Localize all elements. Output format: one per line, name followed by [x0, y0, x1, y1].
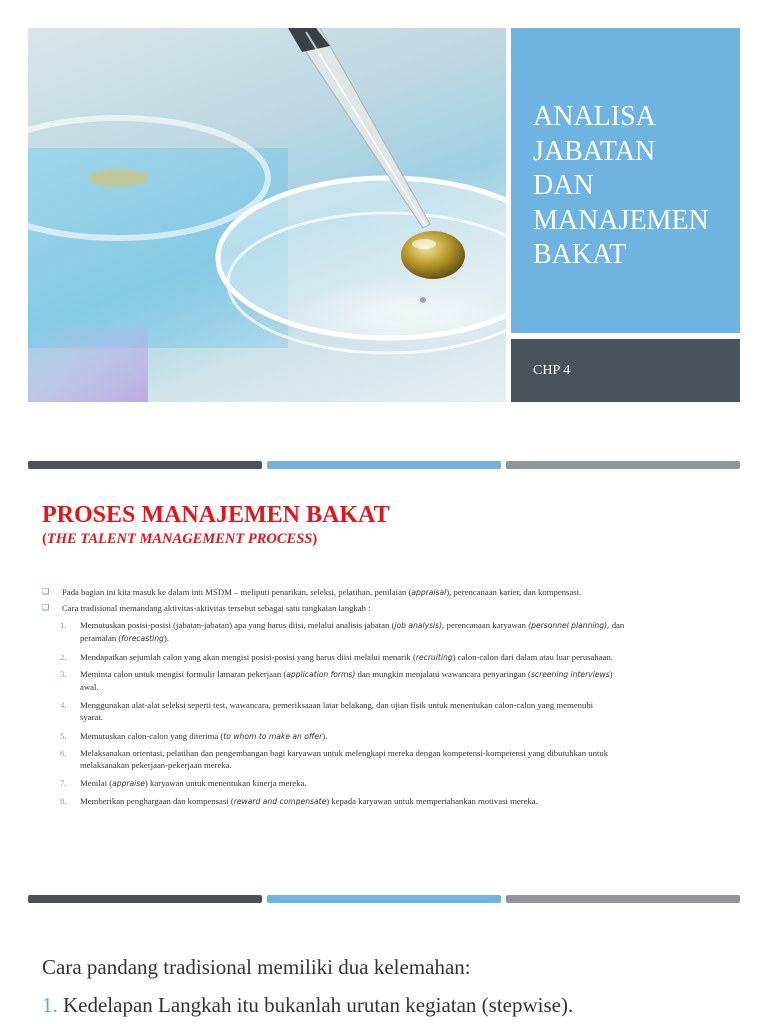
checkbox-bullet-icon: ❑ — [42, 603, 50, 612]
bullet-text: Pada bagian ini kita masuk ke dalam inti MSDM – meliputi penarikan, seleksi, pelatihan, penilaian (appraisal), perencanaan karier, dan kompensasi. — [62, 587, 582, 597]
chapter-panel — [511, 339, 740, 402]
step-text: Memutuskan calon-calon yang diterima (to whom to make an offer). — [80, 731, 328, 741]
slide3-intro: Cara pandang tradisional memiliki dua kelemahan: — [42, 955, 471, 979]
list-item-text: Kedelapan Langkah itu bukanlah urutan kegiatan (stepwise). — [57, 993, 574, 1017]
checkbox-bullet-icon: ❑ — [42, 587, 50, 596]
slide-separator — [28, 895, 740, 903]
step-text: Melaksanakan orientasi, pelatihan dan pengembangan bagi karyawan untuk melengkapi mereka dengan kompetensi-kompetensi yang dibutuhkan untuk melaksanakan pekerjaan-pekerjaan mereka. — [80, 748, 609, 770]
title-panel — [511, 28, 740, 333]
chapter-label: CHP 4 — [533, 363, 571, 378]
step-number: 4. — [60, 700, 67, 710]
step-text: Meminta calon untuk mengisi formulir lamaran pekerjaan (application forms) dan mungkin menjalani wawancara penyaringan (screening interviews) awal. — [80, 669, 613, 692]
slide2-subtitle: (THE TALENT MANAGEMENT PROCESS) — [42, 531, 318, 547]
laboratory-photo — [28, 28, 506, 402]
step-number: 5. — [60, 731, 67, 741]
separator-segment-dark — [28, 895, 262, 903]
step-text: Mendapatkan sejumlah calon yang akan mengisi posisi-posisi yang harus diisi melalui menarik (recruiting) calon-calon dari dalam atau luar perusahaan. — [80, 652, 613, 662]
step-number: 2. — [60, 652, 67, 662]
list-number: 1. — [42, 993, 58, 1017]
slide2-title: PROSES MANAJEMEN BAKAT — [42, 502, 390, 528]
step-number: 7. — [60, 778, 67, 788]
step-text: Menilai (appraise) karyawan untuk menentukan kinerja mereka. — [80, 778, 307, 788]
step-text: Memberikan penghargaan dan kompensasi (reward and compensate) kepada karyawan untuk mempertahankan motivasi mereka. — [80, 796, 538, 806]
separator-segment-gray — [506, 461, 740, 469]
separator-segment-dark — [28, 461, 262, 469]
step-text: Menggunakan alat-alat seleksi seperti test, wawancara, pemeriksaaan latar belakang, dan ujian fisik untuk menentukan calon-calon yang memenuhi syarat. — [80, 700, 594, 722]
separator-segment-blue — [267, 895, 501, 903]
separator-segment-blue — [267, 461, 501, 469]
slide-separator — [28, 461, 740, 469]
separator-segment-gray — [506, 895, 740, 903]
bullet-text: Cara tradisional memandang aktivitas-aktivitas tersebut sebagai satu rangkaian langkah : — [62, 603, 371, 613]
pipette-petri-dish-illustration — [28, 28, 506, 402]
step-number: 1. — [60, 620, 67, 630]
step-number: 8. — [60, 796, 67, 806]
slide-title: ANALISA JABATAN DAN MANAJEMEN BAKAT — [533, 101, 709, 270]
step-number: 3. — [60, 669, 67, 679]
step-text: Memutuskan posisi-posisi (jabatan-jabatan) apa yang harus diisi, melalui analisis jabatan (job analysis), perencanaan karyawan (personnel planning), dan peramalan (forecasting). — [80, 620, 625, 643]
slide3-list-item — [42, 993, 573, 1018]
step-number: 6. — [60, 748, 67, 758]
title-slide — [28, 28, 740, 402]
